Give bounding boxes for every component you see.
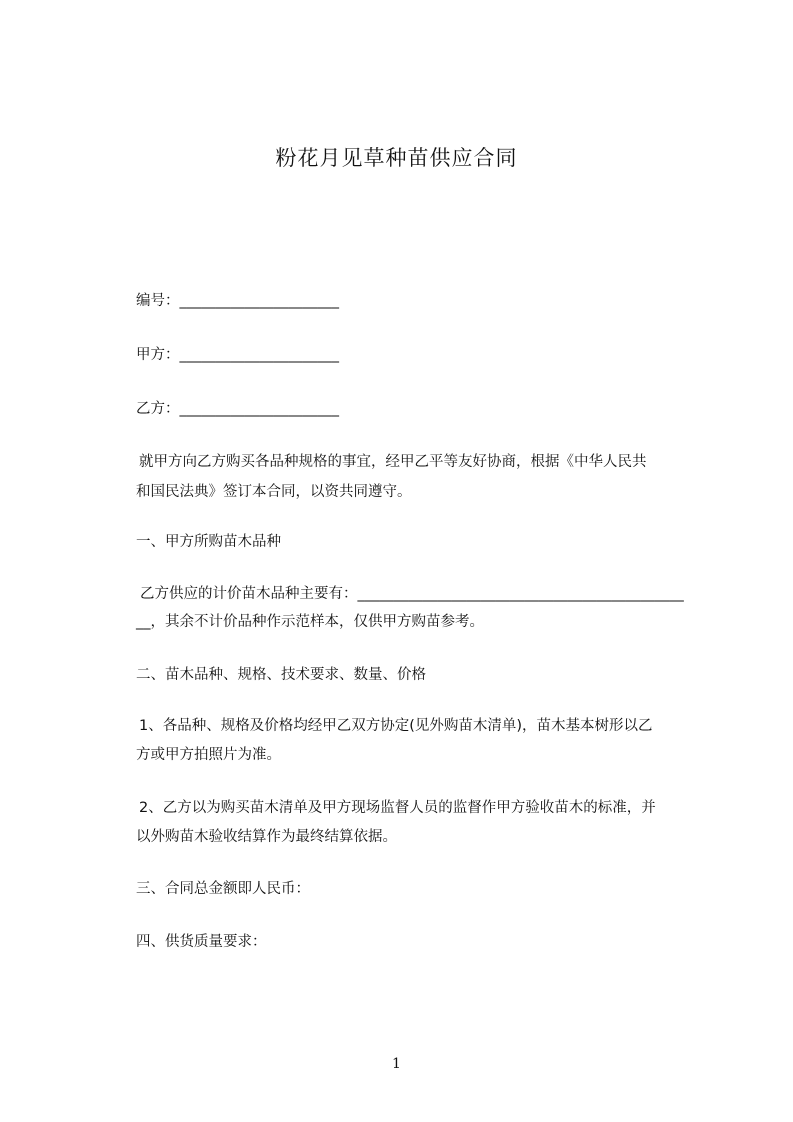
section-1-line-2: __，其余不计价品种作示范样本，仅供甲方购苗参考。 xyxy=(136,614,484,630)
section-3-heading: 三、合同总金额即人民币： xyxy=(136,881,310,897)
intro-line-1: 就甲方向乙方购买各品种规格的事宜，经甲乙平等友好协商，根据《中华人民共 xyxy=(139,454,647,470)
section-1-heading: 一、甲方所购苗木品种 xyxy=(136,534,281,550)
section-2-item-1-line-2: 方或甲方拍照片为准。 xyxy=(136,747,281,763)
section-1-line-1: 乙方供应的计价苗木品种主要有：_____________________________________________ xyxy=(140,586,684,602)
page-number: 1 xyxy=(392,1056,401,1072)
contract-number-field: 编号：______________________ xyxy=(136,293,339,309)
section-4-heading: 四、供货质量要求： xyxy=(136,934,267,950)
section-2-item-2-line-2: 以外购苗木验收结算作为最终结算依据。 xyxy=(136,829,397,845)
section-2-heading: 二、苗木品种、规格、技术要求、数量、价格 xyxy=(136,667,426,683)
section-2-item-2-line-1: 2、乙方以为购买苗木清单及甲方现场监督人员的监督作甲方验收苗木的标准，并 xyxy=(139,800,656,816)
party-b-field: 乙方：______________________ xyxy=(136,401,339,417)
intro-line-2: 和国民法典》签订本合同，以资共同遵守。 xyxy=(136,484,412,500)
party-a-field: 甲方：______________________ xyxy=(136,347,339,363)
contract-title: 粉花月见草种苗供应合同 xyxy=(275,146,518,170)
section-2-item-1-line-1: 1、各品种、规格及价格均经甲乙双方协定(见外购苗木清单)，苗木基本树形以乙 xyxy=(139,718,653,734)
